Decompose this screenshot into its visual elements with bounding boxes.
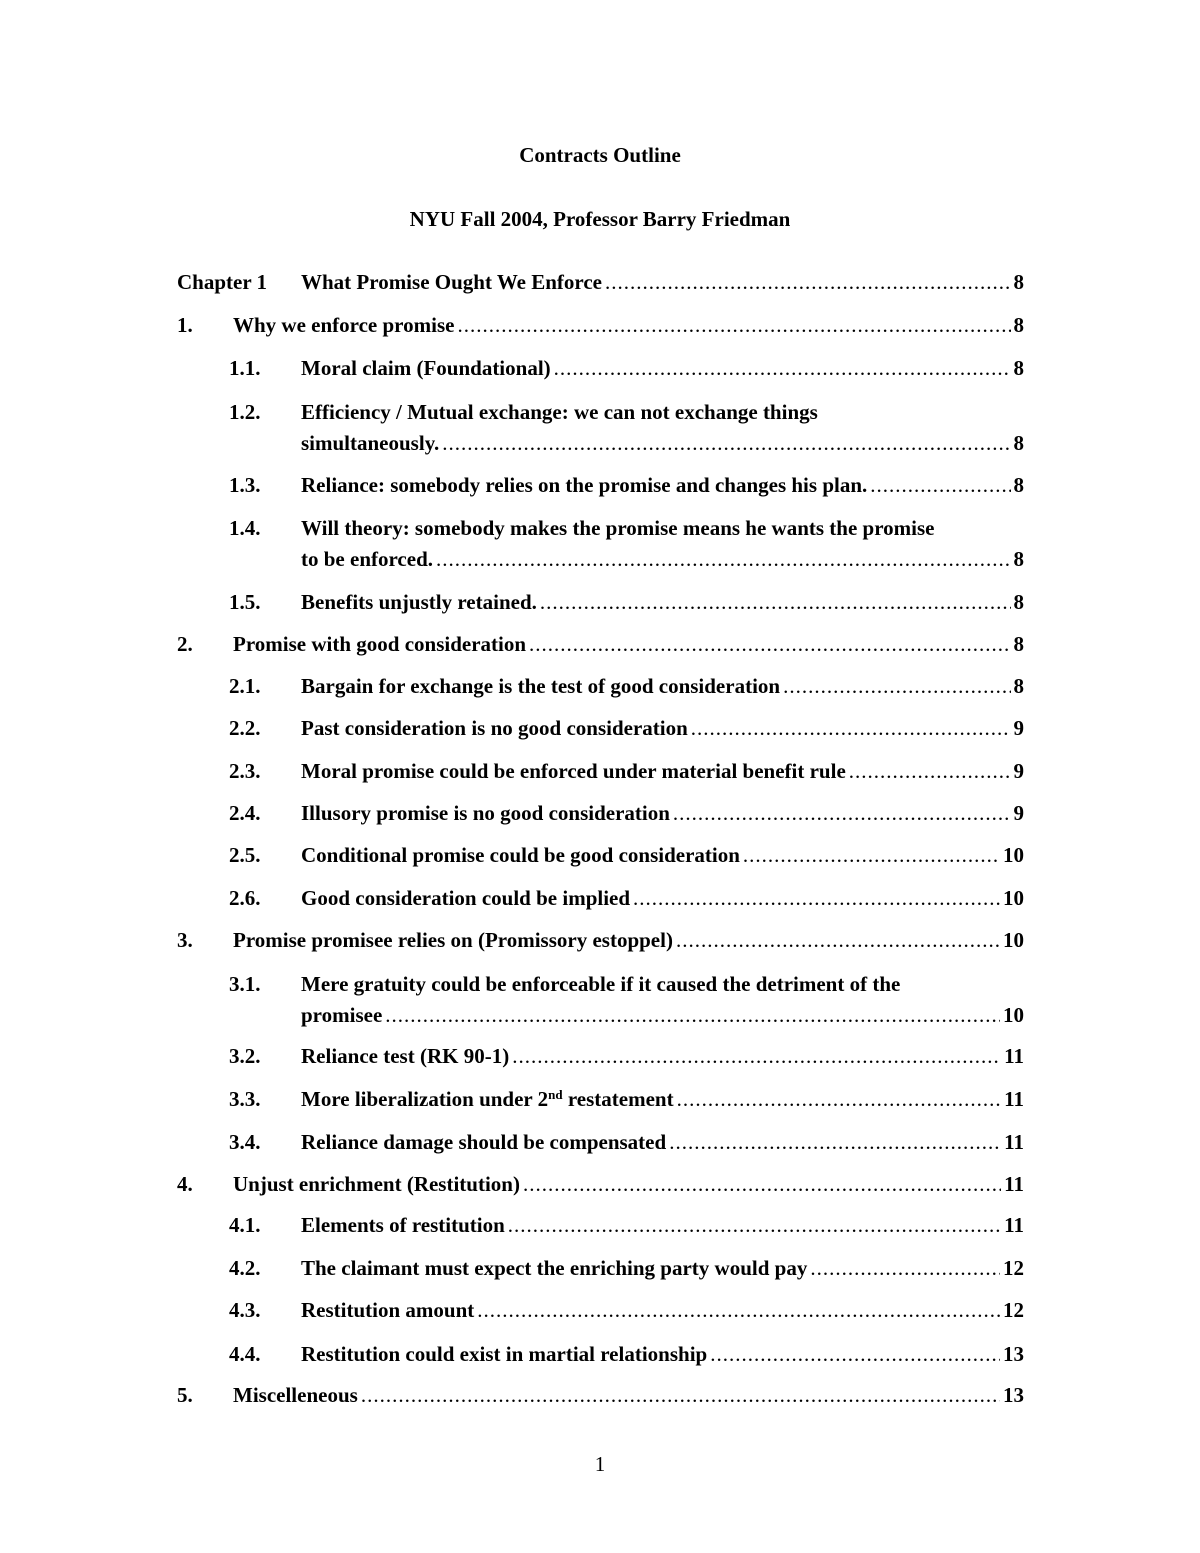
toc-entry-number: 1.4. (229, 516, 261, 540)
toc-entry-4-4[interactable] (229, 1339, 1024, 1369)
toc-entry-text: Conditional promise could be good consideration (301, 843, 740, 867)
toc-page-number: 13 (1003, 1342, 1024, 1366)
toc-page-number: 11 (1004, 1130, 1024, 1154)
toc-entry-1-3[interactable] (229, 470, 1024, 500)
toc-leader-dots (783, 671, 1010, 701)
page-subtitle: NYU Fall 2004, Professor Barry Friedman (409, 207, 791, 231)
toc-page-number: 11 (1004, 1172, 1024, 1196)
toc-leader-dots (849, 756, 1011, 786)
toc-leader-dots (540, 587, 1011, 617)
toc-leader-dots (710, 1339, 1000, 1369)
toc-entry-text: Promise with good consideration (233, 632, 527, 656)
toc-leader-dots (508, 1210, 1001, 1240)
toc-entry-number: 2.3. (229, 759, 261, 783)
toc-entry-number: 2.2. (229, 716, 261, 740)
toc-entry-text: Reliance: somebody relies on the promise and changes his plan. (301, 473, 868, 497)
page-number-footer: 1 (594, 1452, 606, 1476)
toc-entry-number: 3.3. (229, 1087, 261, 1111)
toc-page-number: 8 (1013, 632, 1024, 656)
toc-entry-1[interactable] (177, 310, 1024, 340)
toc-entry-1-5[interactable] (229, 587, 1024, 617)
toc-entry-1-4[interactable] (229, 513, 1024, 543)
toc-entry-text: Benefits unjustly retained. (301, 590, 537, 614)
toc-leader-dots (436, 544, 1011, 574)
toc-entry-text: Bargain for exchange is the test of good consideration (301, 674, 781, 698)
toc-entry-number: 2. (177, 632, 193, 656)
toc-entry-4-2[interactable] (229, 1253, 1024, 1283)
toc-entry-2-5[interactable] (229, 840, 1024, 870)
toc-page-number: 10 (1003, 1003, 1024, 1027)
toc-entry-number: 1.2. (229, 400, 261, 424)
toc-entry-2-1[interactable] (229, 671, 1024, 701)
toc-entry-text: What Promise Ought We Enforce (301, 270, 602, 294)
toc-page-number: 11 (1004, 1087, 1024, 1111)
toc-entry-3[interactable] (177, 925, 1024, 955)
toc-page-number: 12 (1003, 1298, 1024, 1322)
toc-entry-3-3[interactable] (229, 1084, 1024, 1114)
toc-entry-2-4[interactable] (229, 798, 1024, 828)
toc-entry-chapter-1[interactable] (177, 267, 1024, 297)
toc-leader-dots (691, 713, 1011, 743)
toc-entry-text-line1: Efficiency / Mutual exchange: we can not exchange things (301, 400, 818, 424)
toc-entry-5[interactable] (177, 1380, 1024, 1410)
toc-leader-dots (810, 1253, 1000, 1283)
toc-leader-dots (669, 1127, 1001, 1157)
toc-page-number: 9 (1013, 801, 1024, 825)
toc-page-number: 10 (1003, 843, 1024, 867)
toc-entry-number: 4.3. (229, 1298, 261, 1322)
toc-entry-number: 3.2. (229, 1044, 261, 1068)
toc-entry-text: Unjust enrichment (Restitution) (233, 1172, 520, 1196)
toc-entry-text: simultaneously. (301, 431, 440, 455)
toc-page-number: 10 (1003, 886, 1024, 910)
toc-leader-dots (605, 267, 1011, 297)
toc-entry-number: 2.1. (229, 674, 261, 698)
toc-entry-text: The claimant must expect the enriching party would pay (301, 1256, 808, 1280)
toc-leader-dots (673, 798, 1011, 828)
toc-entry-1-2-continuation[interactable] (229, 428, 1024, 458)
toc-entry-4-3[interactable] (229, 1295, 1024, 1325)
toc-leader-dots (676, 925, 1000, 955)
toc-page-number: 8 (1013, 674, 1024, 698)
toc-entry-3-4[interactable] (229, 1127, 1024, 1157)
toc-entry-number: 2.6. (229, 886, 261, 910)
toc-leader-dots (361, 1380, 1000, 1410)
toc-page-number: 8 (1013, 547, 1024, 571)
toc-page-number: 10 (1003, 928, 1024, 952)
toc-entry-number: Chapter 1 (177, 270, 268, 294)
toc-leader-dots (529, 629, 1010, 659)
toc-leader-dots (554, 353, 1011, 383)
toc-entry-1-2[interactable] (229, 397, 1024, 427)
toc-leader-dots (477, 1295, 1000, 1325)
toc-leader-dots (457, 310, 1010, 340)
toc-entry-text: Restitution could exist in martial relationship (301, 1342, 708, 1366)
toc-entry-number: 2.5. (229, 843, 261, 867)
toc-entry-1-1[interactable] (229, 353, 1024, 383)
toc-entry-number: 1.3. (229, 473, 261, 497)
toc-entry-text: Miscelleneous (233, 1383, 358, 1407)
toc-entry-text: promisee (301, 1003, 383, 1027)
toc-leader-dots (442, 428, 1010, 458)
toc-entry-2[interactable] (177, 629, 1024, 659)
toc-entry-number: 4.2. (229, 1256, 261, 1280)
toc-entry-2-6[interactable] (229, 883, 1024, 913)
toc-entry-4[interactable] (177, 1169, 1024, 1199)
toc-entry-number: 3.4. (229, 1130, 261, 1154)
toc-entry-2-3[interactable] (229, 756, 1024, 786)
toc-entry-text: Restitution amount (301, 1298, 475, 1322)
toc-entry-text: Elements of restitution (301, 1213, 505, 1237)
toc-page-number: 8 (1013, 356, 1024, 380)
toc-entry-number: 2.4. (229, 801, 261, 825)
toc-page-number: 9 (1013, 759, 1024, 783)
toc-entry-number: 3.1. (229, 972, 261, 996)
toc-entry-1-4-continuation[interactable] (229, 544, 1024, 574)
toc-page-number: 13 (1003, 1383, 1024, 1407)
toc-entry-3-1[interactable] (229, 969, 1024, 999)
toc-entry-number: 1. (177, 313, 193, 337)
toc-page-number: 8 (1013, 590, 1024, 614)
toc-entry-text: Reliance damage should be compensated (301, 1130, 667, 1154)
toc-entry-3-1-continuation[interactable] (229, 1000, 1024, 1030)
toc-entry-text: Past consideration is no good consideration (301, 716, 688, 740)
toc-entry-text: Why we enforce promise (233, 313, 455, 337)
toc-leader-dots (523, 1169, 1001, 1199)
toc-entry-number: 4.4. (229, 1342, 261, 1366)
toc-leader-dots (870, 470, 1010, 500)
toc-page-number: 11 (1004, 1044, 1024, 1068)
toc-page-number: 12 (1003, 1256, 1024, 1280)
toc-entry-text: Reliance test (RK 90-1) (301, 1044, 510, 1068)
toc-page-number: 8 (1013, 431, 1024, 455)
toc-leader-dots (512, 1041, 1001, 1071)
toc-entry-text: Illusory promise is no good consideration (301, 801, 670, 825)
toc-entry-text-pre: More liberalization under 2 (301, 1087, 549, 1111)
toc-entry-number: 5. (177, 1383, 193, 1407)
toc-page-number: 11 (1004, 1213, 1024, 1237)
toc-entry-text: Promise promisee relies on (Promissory estoppel) (233, 928, 673, 952)
toc-leader-dots (743, 840, 1000, 870)
toc-leader-dots (385, 1000, 1000, 1030)
toc-entry-number: 4.1. (229, 1213, 261, 1237)
toc-page-number: 8 (1013, 473, 1024, 497)
toc-entry-number: 4. (177, 1172, 193, 1196)
toc-entry-text: Moral promise could be enforced under material benefit rule (301, 759, 846, 783)
toc-entry-3-2[interactable] (229, 1041, 1024, 1071)
toc-entry-text-line1: Will theory: somebody makes the promise means he wants the promise (301, 516, 935, 540)
toc-page-number: 8 (1013, 270, 1024, 294)
ordinal-superscript: nd (548, 1087, 563, 1102)
toc-page-number: 8 (1013, 313, 1024, 337)
toc-entry-number: 3. (177, 928, 193, 952)
toc-entry-number: 1.5. (229, 590, 261, 614)
toc-entry-4-1[interactable] (229, 1210, 1024, 1240)
toc-entry-text: Moral claim (Foundational) (301, 356, 551, 380)
toc-leader-dots (633, 883, 1000, 913)
toc-entry-number: 1.1. (229, 356, 261, 380)
toc-page-number: 9 (1013, 716, 1024, 740)
toc-entry-2-2[interactable] (229, 713, 1024, 743)
page-title: Contracts Outline (519, 143, 681, 167)
toc-entry-text-line1: Mere gratuity could be enforceable if it caused the detriment of the (301, 972, 901, 996)
toc-entry-text: Good consideration could be implied (301, 886, 631, 910)
toc-entry-text-post: restatement (562, 1087, 674, 1111)
toc-entry-text (301, 1084, 674, 1114)
toc-leader-dots (677, 1084, 1002, 1114)
toc-entry-text: to be enforced. (301, 547, 433, 571)
